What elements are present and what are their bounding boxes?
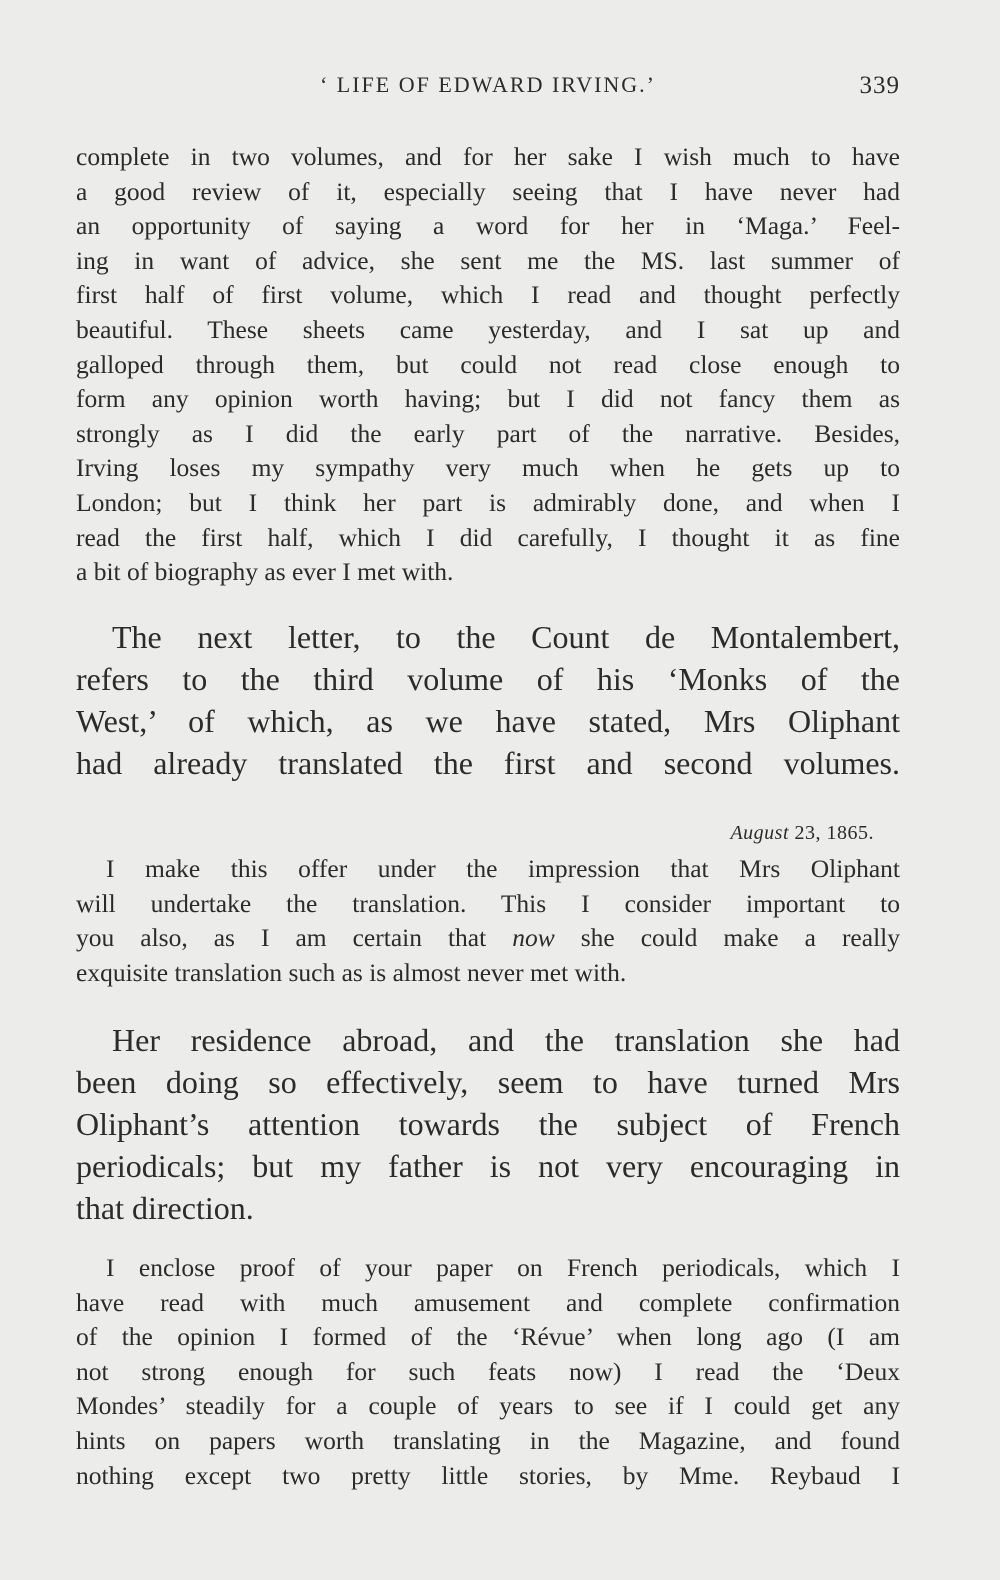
text-line: Oliphant’s attention towards the subject of French <box>76 1106 900 1142</box>
text-line: read the first half, which I did carefully, I thought it as fine <box>76 522 900 552</box>
text-line: will undertake the translation. This I consider important to <box>76 888 900 918</box>
text-line: an opportunity of saying a word for her in ‘Maga.’ Feel- <box>76 211 900 241</box>
text-run: she could make a really <box>554 923 900 953</box>
text-line: beautiful. These sheets came yesterday, and I sat up and <box>76 314 900 344</box>
page-number: 339 <box>859 72 900 99</box>
date-month: August <box>730 822 789 844</box>
text-line: refers to the third volume of his ‘Monks of the <box>76 661 900 697</box>
text-line: not strong enough for such feats now) I read the ‘Deux <box>76 1356 900 1386</box>
text-line: I make this offer under the impression that Mrs Oliphant <box>106 854 900 883</box>
text-line: that direction. <box>76 1190 254 1226</box>
text-line: have read with much amusement and complete confirmation <box>76 1287 900 1317</box>
text-line: periodicals; but my father is not very encouraging in <box>76 1148 900 1184</box>
text-line: West,’ of which, as we have stated, Mrs Oliphant <box>76 703 900 739</box>
text-line: of the opinion I formed of the ‘Révue’ when long ago (I am <box>76 1322 900 1352</box>
running-title: ‘ LIFE OF EDWARD IRVING.’ <box>319 72 657 97</box>
letter-excerpt-irving <box>76 140 900 590</box>
text-line: London; but I think her part is admirably done, and when I <box>76 487 900 517</box>
text-line: form any opinion worth having; but I did not fancy them as <box>76 384 900 414</box>
text-line <box>76 921 900 956</box>
text-line: a good review of it, especially seeing that I have never had <box>76 176 900 206</box>
text-line: exquisite translation such as is almost never met with. <box>76 957 627 987</box>
text-line: I enclose proof of your paper on French periodicals, which I <box>106 1253 900 1282</box>
date-day-year: 23, 1865. <box>789 822 874 844</box>
text-line: a bit of biography as ever I met with. <box>76 557 454 587</box>
running-head <box>76 72 900 108</box>
narrative-paragraph-french-periodicals <box>76 1019 900 1229</box>
text-line: hints on papers worth translating in the Magazine, and found <box>76 1425 900 1455</box>
text-line: Mondes’ steadily for a couple of years to see if I could get any <box>76 1391 900 1421</box>
text-line: nothing except two pretty little stories, by Mme. Reybaud I <box>76 1460 900 1490</box>
text-line: strongly as I did the early part of the narrative. Besides, <box>76 418 900 448</box>
text-line: The next letter, to the Count de Montalembert, <box>112 619 900 655</box>
emphasis-word: now <box>512 923 555 953</box>
text-line: Her residence abroad, and the translation she had <box>112 1022 900 1058</box>
text-line: galloped through them, but could not read close enough to <box>76 349 900 379</box>
letter-dateline <box>730 822 874 845</box>
text-line: complete in two volumes, and for her sake I wish much to have <box>76 142 900 171</box>
text-line: ing in want of advice, she sent me the MS. last summer of <box>76 245 900 275</box>
letter-excerpt-revue <box>76 1251 900 1493</box>
text-run: you also, as I am certain that <box>76 923 513 953</box>
letter-excerpt-translation-offer <box>76 852 900 990</box>
text-line: been doing so effectively, seem to have turned Mrs <box>76 1064 900 1100</box>
text-line: first half of first volume, which I read and thought perfectly <box>76 280 900 310</box>
text-line: Irving loses my sympathy very much when he gets up to <box>76 453 900 483</box>
text-line: had already translated the first and second volumes. <box>76 745 900 781</box>
narrative-paragraph-montalembert <box>76 616 900 784</box>
